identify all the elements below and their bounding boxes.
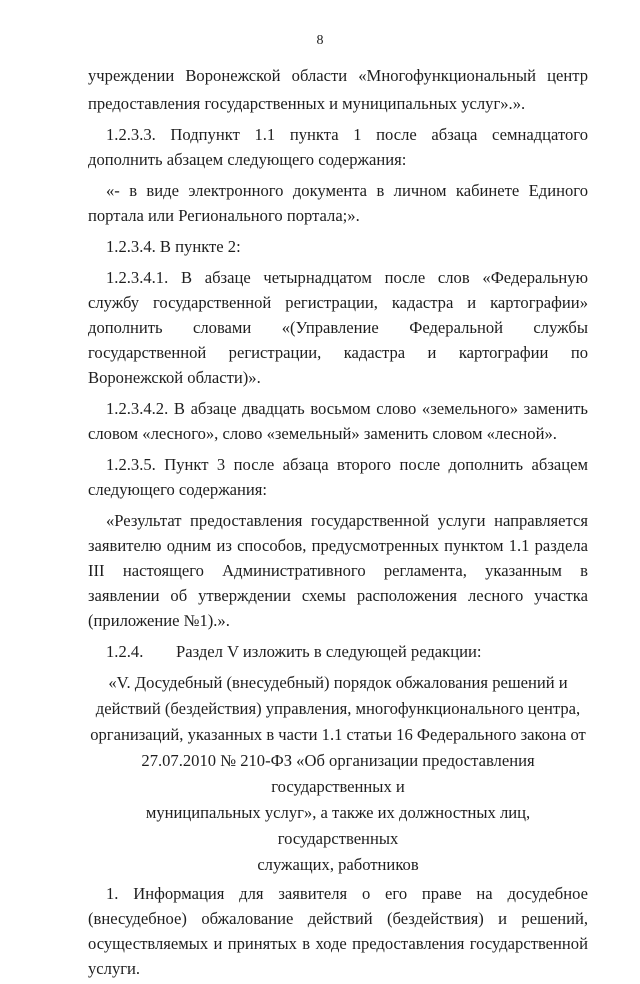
paragraph-section-v-item-1: 1. Информация для заявителя о его праве на досудебное (внесудебное) обжалование действий (бездействия) и решений, осуществляемых и принятых в ходе предоставления государственной услуги.	[88, 884, 588, 978]
paragraph-1-2-3-5: 1.2.3.5. Пункт 3 после абзаца второго после дополнить абзацем следующего содержания:	[88, 455, 588, 499]
section-title-line: «V. Досудебный (внесудебный) порядок обжалования решений и	[108, 673, 568, 692]
paragraph-1-2-4-number: 1.2.4.	[106, 642, 144, 661]
page-number: 8	[316, 33, 324, 48]
section-title-line: служащих, работников	[257, 855, 419, 874]
paragraph-continuation-line-1: учреждении Воронежской области «Многофункциональный центр	[88, 66, 588, 85]
paragraph-1-2-3-3: 1.2.3.3. Подпункт 1.1 пункта 1 после абзаца семнадцатого дополнить абзацем следующего содержания:	[88, 125, 588, 169]
section-title-line: 27.07.2010 № 210-ФЗ «Об организации предоставления государственных и	[141, 751, 535, 796]
paragraph-quote-result: «Результат предоставления государственной услуги направляется заявителю одним из способов, предусмотренных пунктом 1.1 раздела III настоящего Административного регламента, указанным в заявлении об утверждении схемы расположения лесного участка (приложение №1).».	[88, 511, 588, 630]
paragraph-1-2-4-text: Раздел V изложить в следующей редакции:	[176, 642, 482, 661]
paragraph-1-2-3-4-2: 1.2.3.4.2. В абзаце двадцать восьмом слово «земельного» заменить словом «лесного», слово «земельный» заменить словом «лесной».	[88, 399, 588, 443]
paragraph-1-2-3-4-1: 1.2.3.4.1. В абзаце четырнадцатом после слов «Федеральную службу государственной регистрации, кадастра и картографии» дополнить словами «(Управление Федеральной службы государственной регистрации, кадастра и картографии по Воронежской области)».	[88, 268, 588, 387]
paragraph-continuation-line-2: предоставления государственных и муниципальных услуг».».	[88, 94, 526, 113]
paragraph-1-2-3-4: 1.2.3.4. В пункте 2:	[106, 237, 241, 256]
paragraph-1-2-4	[88, 639, 588, 664]
document-body	[88, 63, 588, 984]
section-v-title	[88, 670, 588, 878]
paragraph-quote-electronic-document: «- в виде электронного документа в личном кабинете Единого портала или Регионального портала;».	[88, 181, 588, 225]
section-title-line: муниципальных услуг», а также их должностных лиц, государственных	[145, 803, 531, 848]
section-title-line: организаций, указанных в части 1.1 статьи 16 Федерального закона от	[90, 725, 586, 744]
section-title-line: действий (бездействия) управления, многофункционального центра,	[95, 699, 581, 718]
